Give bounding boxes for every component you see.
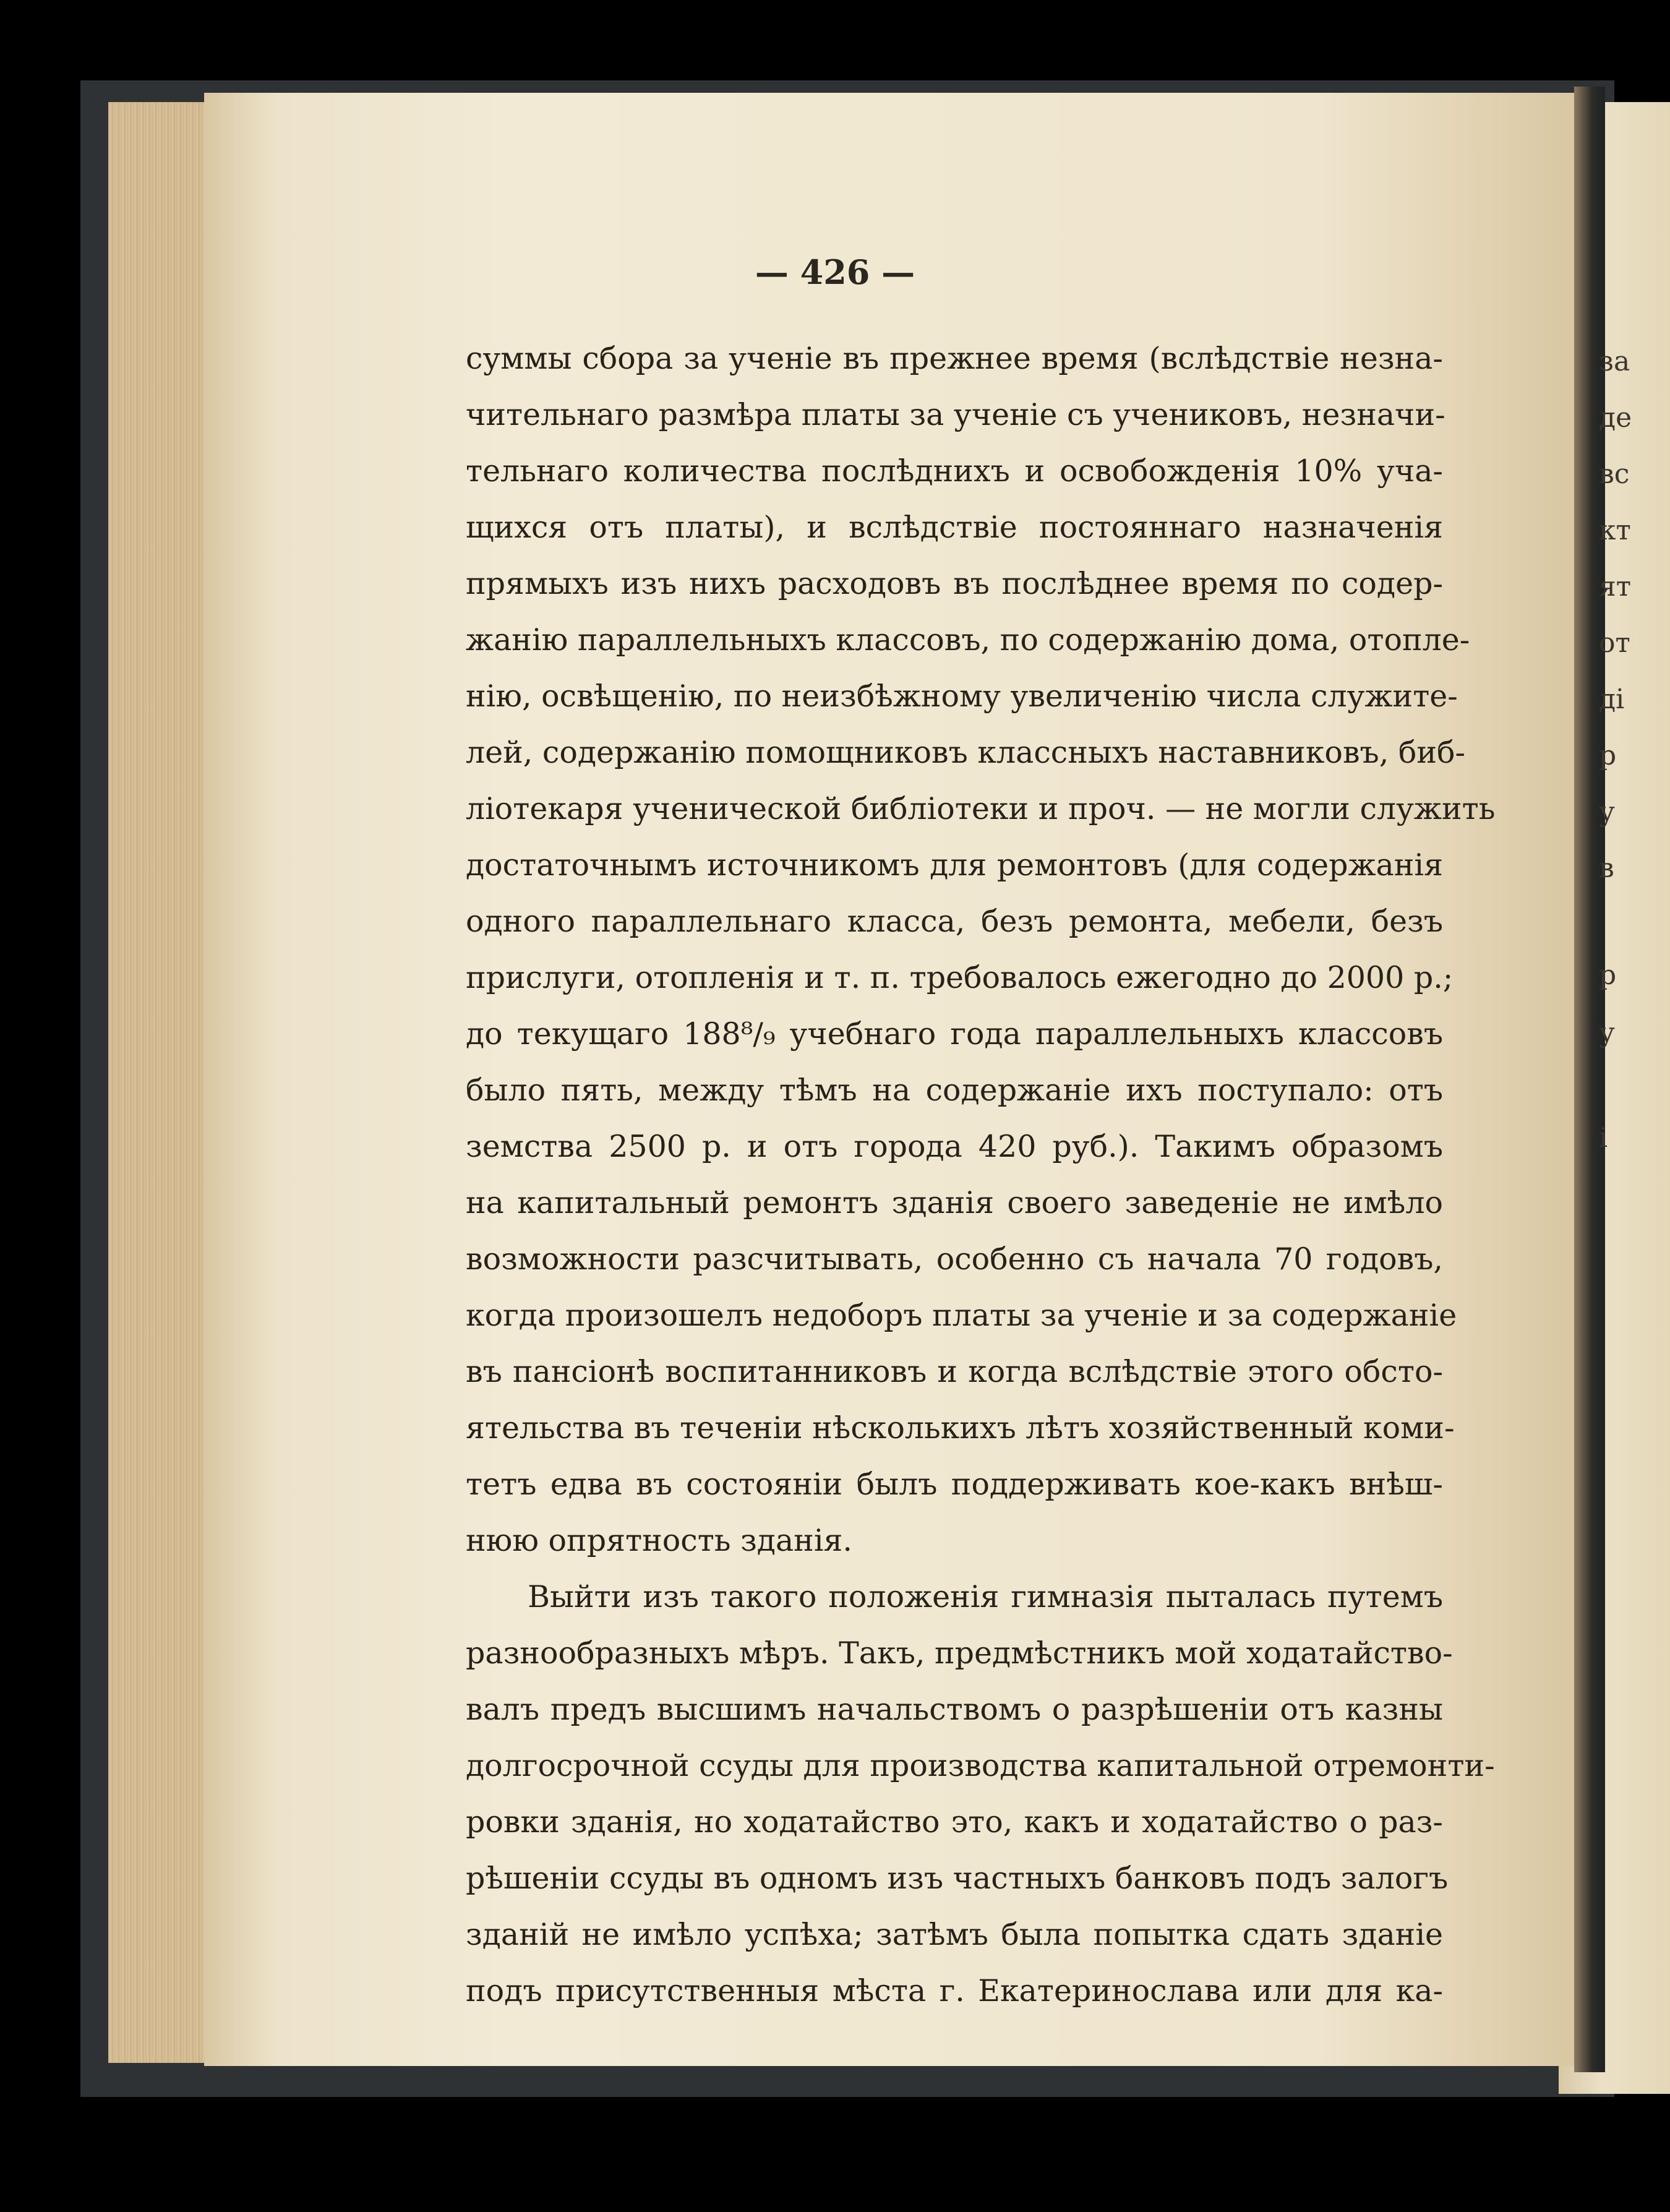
text-line: тетъ едва въ состояніи былъ поддерживать кое-какъ внѣш- [466, 1467, 1443, 1502]
text-line: нюю опрятность зданія. [466, 1523, 852, 1558]
text-line: нію, освѣщенію, по неизбѣжному увеличенію числа служите- [466, 679, 1458, 714]
text-line: рѣшеніи ссуды въ одномъ изъ частныхъ банковъ подъ залогъ [466, 1861, 1449, 1896]
text-line: до текущаго 188⁸/₉ учебнаго года параллельныхъ классовъ [466, 1016, 1443, 1052]
next-page-fragment: р [1599, 959, 1617, 991]
text-line: возможности разсчитывать, особенно съ начала 70 годовъ, [466, 1241, 1443, 1277]
text-line: когда произошелъ недоборъ платы за ученіе и за содержаніе [466, 1298, 1457, 1333]
text-line: ровки зданія, но ходатайство это, какъ и ходатайство о раз- [466, 1804, 1443, 1840]
next-page-fragment: ят [1599, 571, 1632, 602]
text-line: ятельства въ теченіи нѣсколькихъ лѣтъ хозяйственный коми- [466, 1410, 1455, 1446]
text-line: тельнаго количества послѣднихъ и освобожденія 10% уча- [466, 453, 1443, 489]
text-line: лей, содержанію помощниковъ классныхъ наставниковъ, биб- [466, 735, 1466, 770]
text-line: подъ присутственныя мѣста г. Екатеринослава или для ка- [466, 1973, 1443, 2008]
page-number: — 426 — [755, 252, 915, 292]
text-line: ліотекаря ученической библіотеки и проч. — не могли служить [466, 791, 1496, 826]
text-line: чительнаго размѣра платы за ученіе съ учениковъ, незначи- [466, 397, 1445, 432]
text-line: въ пансіонѣ воспитанниковъ и когда вслѣдствіе этого обсто- [466, 1354, 1443, 1389]
next-page-fragment: от [1599, 627, 1630, 659]
text-line: на капитальный ремонтъ зданія своего заведеніе не имѣло [466, 1185, 1443, 1220]
body-text [466, 330, 1496, 2019]
text-line: валъ предъ высшимъ начальствомъ о разрѣшеніи отъ казны [466, 1692, 1443, 1727]
next-page-fragment: р [1599, 740, 1617, 771]
next-page-fragment: кт [1599, 515, 1631, 546]
text-line: прислуги, отопленія и т. п. требовалось ежегодно до 2000 р.; [466, 960, 1454, 995]
text-line: одного параллельнаго класса, безъ ремонта, мебели, безъ [466, 904, 1443, 939]
text-line: щихся отъ платы), и вслѣдствіе постояннаго назначенія [466, 510, 1443, 545]
next-page-fragment: де [1599, 402, 1632, 434]
text-line: Выйти изъ такого положенія гимназія пыталась путемъ [528, 1579, 1443, 1614]
text-line: зданій не имѣло успѣха; затѣмъ была попытка сдать зданіе [466, 1917, 1443, 1952]
text-line: было пять, между тѣмъ на содержаніе ихъ поступало: отъ [466, 1073, 1443, 1108]
text-line: достаточнымъ источникомъ для ремонтовъ (для содержанія [466, 847, 1443, 883]
next-page-fragment: і [1599, 1122, 1608, 1154]
text-line: разнообразныхъ мѣръ. Такъ, предмѣстникъ мой ходатайство- [466, 1635, 1453, 1671]
next-page-fragment: у [1599, 1017, 1615, 1048]
next-page-fragment: в [1599, 852, 1614, 884]
text-line: прямыхъ изъ нихъ расходовъ въ послѣднее время по содер- [466, 566, 1443, 601]
next-page-fragment: вс [1599, 458, 1630, 490]
text-line: долгосрочной ссуды для производства капитальной отремонти- [466, 1748, 1495, 1783]
text-line: суммы сбора за ученіе въ прежнее время (вслѣдствіе незна- [466, 341, 1443, 376]
next-page-fragment: за [1599, 346, 1630, 377]
next-page-fragment: у [1599, 796, 1615, 828]
next-page-fragment: ді [1599, 684, 1625, 715]
text-line: жанію параллельныхъ классовъ, по содержанію дома, отопле- [466, 622, 1470, 658]
text-line: земства 2500 р. и отъ города 420 руб.). Такимъ образомъ [466, 1129, 1443, 1164]
